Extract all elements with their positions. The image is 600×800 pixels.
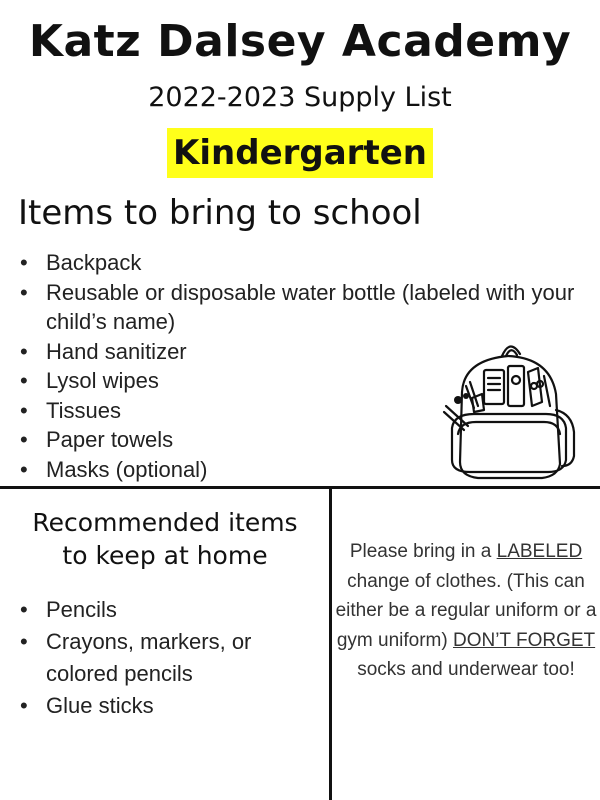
list-item: • Glue sticks xyxy=(20,690,320,722)
list-item: • Paper towels xyxy=(20,425,580,455)
list-item: • Backpack xyxy=(20,248,580,278)
supply-list-subtitle: 2022-2023 Supply List xyxy=(148,82,452,113)
note-text: change of clothes. (This can either be a regular uniform or a gym uniform) xyxy=(335,570,597,651)
note-text: socks and underwear too! xyxy=(357,659,575,680)
list-item: • Hand sanitizer xyxy=(20,337,580,367)
home-section-heading xyxy=(0,506,330,572)
list-item: • Pencils xyxy=(20,594,320,626)
note-dont-forget: DON’T FORGET xyxy=(452,629,596,651)
note-labeled: LABELED xyxy=(496,541,583,562)
home-heading-line: Recommended items xyxy=(32,508,298,537)
horizontal-divider xyxy=(0,486,600,489)
home-items-list xyxy=(20,594,320,722)
note-text: Please bring in a xyxy=(349,541,497,562)
grade-wrapper xyxy=(0,128,600,178)
home-heading-line: to keep at home xyxy=(62,541,268,570)
list-item: • Masks (optional) xyxy=(20,455,580,485)
change-of-clothes-note xyxy=(334,537,598,685)
school-title: Katz Dalsey Academy xyxy=(28,16,572,67)
list-item: • Crayons, markers, or colored pencils xyxy=(20,626,320,690)
backpack-icon xyxy=(438,336,582,482)
bring-section-heading: Items to bring to school xyxy=(18,193,422,233)
grade-label: Kindergarten xyxy=(167,128,433,178)
list-item: • Lysol wipes xyxy=(20,366,580,396)
list-item: • Reusable or disposable water bottle (labeled with your child’s name) xyxy=(20,278,580,337)
list-item: • Tissues xyxy=(20,396,580,426)
